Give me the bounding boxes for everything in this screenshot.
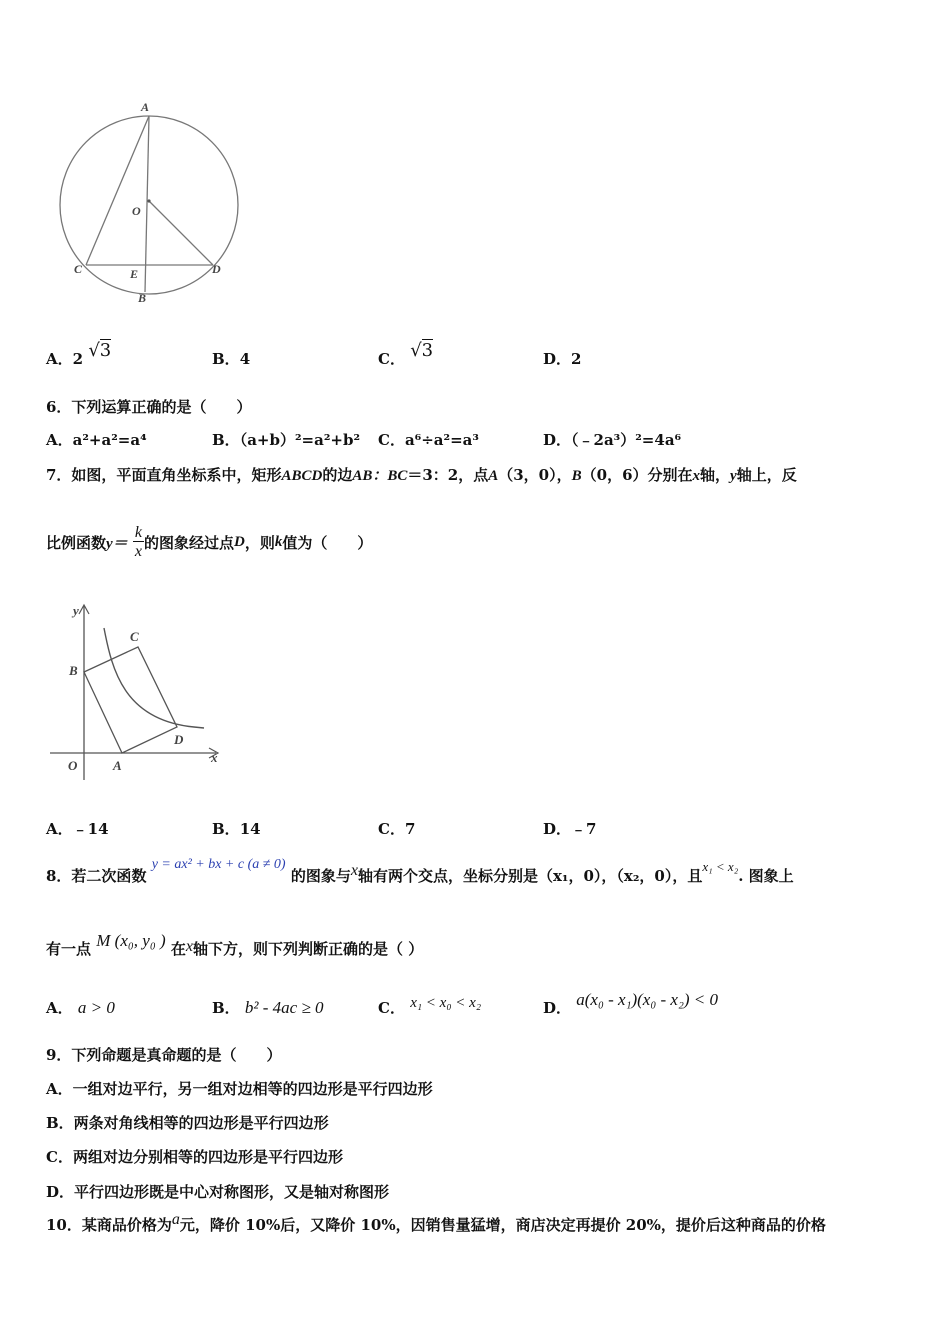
- center-point: [147, 199, 150, 202]
- q5-option-d[interactable]: D．2: [543, 350, 582, 368]
- label-c: C: [130, 629, 139, 644]
- quadratic-function: y = ax² + bx + c (a ≠ 0): [151, 857, 286, 872]
- sqrt-symbol: √: [410, 340, 422, 361]
- q7-stem-line2: 比例函数y＝ $\frac{k}{x}$ 的图象经过点D，则k值为（ ）: [46, 524, 373, 560]
- label-b: B: [69, 663, 78, 678]
- q6-option-c[interactable]: C．a⁶÷a²=a³: [378, 431, 479, 449]
- q9-option-c[interactable]: C．两组对边分别相等的四边形是平行四边形: [46, 1148, 343, 1166]
- q9-option-a[interactable]: A．一组对边平行，另一组对边相等的四边形是平行四边形: [46, 1080, 433, 1098]
- q7-stem-line1: 7．如图，平面直角坐标系中，矩形ABCD的边AB：BC＝3：2，点A（3，0），B（0，6）分别在x轴，y轴上，反: [46, 466, 797, 484]
- chord-ac: [86, 116, 149, 265]
- q9-stem: 9．下列命题是真命题的是（ ）: [46, 1046, 282, 1064]
- q6-option-d[interactable]: D．（﹣2a³）²=4a⁶: [543, 431, 682, 449]
- circle-figure: [50, 95, 270, 315]
- condition-x1-x2: x₁ < x₂: [702, 859, 739, 874]
- label-b: B: [138, 291, 147, 305]
- q9-option-d[interactable]: D．平行四边形既是中心对称图形，又是轴对称图形: [46, 1183, 390, 1201]
- q8-option-c[interactable]: C． x₁ < x₀ < x₂: [378, 995, 482, 1017]
- label-a: A: [113, 758, 122, 773]
- label-o: O: [68, 758, 78, 773]
- label-x: x: [211, 750, 218, 765]
- q7-option-b[interactable]: B．14: [212, 820, 261, 838]
- fraction-k-over-x: $\frac{k}{x}$: [134, 524, 143, 560]
- label-e: E: [130, 267, 139, 281]
- label-d: D: [174, 732, 184, 747]
- q8-option-d[interactable]: D． a(x₀ - x₁)(x₀ - x₂) < 0: [543, 990, 719, 1017]
- label-d: D: [212, 262, 221, 276]
- q6-option-b[interactable]: B．（a+b）²=a²+b²: [212, 431, 361, 449]
- label-c: C: [74, 262, 83, 276]
- q9-option-b[interactable]: B．两条对角线相等的四边形是平行四边形: [46, 1114, 329, 1132]
- q7-option-d[interactable]: D．﹣7: [543, 820, 597, 838]
- q8-option-b[interactable]: B． b² - 4ac ≥ 0: [212, 998, 324, 1017]
- q6-stem: 6．下列运算正确的是（ ）: [46, 398, 252, 416]
- q5-option-b[interactable]: B．4: [212, 350, 251, 368]
- q8-stem-line1: 8．若二次函数 y = ax² + bx + c (a ≠ 0) 的图象与x轴有两个交点，坐标分别是（x₁，0），（x₂，0），且x₁ < x₂. 图象上: [46, 857, 794, 885]
- hyperbola-curve: [104, 628, 204, 728]
- label-y: y: [73, 603, 79, 618]
- radius-od: [149, 201, 213, 265]
- sqrt-symbol: √: [88, 340, 100, 361]
- point-m: M (x₀, y₀ ): [96, 931, 166, 950]
- label-o: O: [132, 204, 141, 218]
- rectangle-abcd: [84, 647, 177, 753]
- q8-option-a[interactable]: A． a > 0: [46, 998, 115, 1017]
- option-label: A．: [46, 350, 73, 368]
- q5-option-c[interactable]: C． √3: [378, 340, 434, 368]
- coordinate-figure: [46, 600, 236, 780]
- q8-stem-line2: 有一点 M (x₀, y₀ ) 在x轴下方，则下列判断正确的是（ ）: [46, 931, 424, 958]
- q7-option-c[interactable]: C．7: [378, 820, 416, 838]
- q6-option-a[interactable]: A．a²+a²=a⁴: [46, 431, 147, 449]
- q10-stem: 10．某商品价格为a元，降价 10%后，又降价 10%，因销售量猛增，商店决定再提价 20%，提价后这种商品的价格: [46, 1211, 826, 1234]
- label-a: A: [141, 100, 150, 114]
- q5-option-a[interactable]: A．2 √3: [46, 340, 112, 368]
- q7-option-a[interactable]: A．﹣14: [46, 820, 109, 838]
